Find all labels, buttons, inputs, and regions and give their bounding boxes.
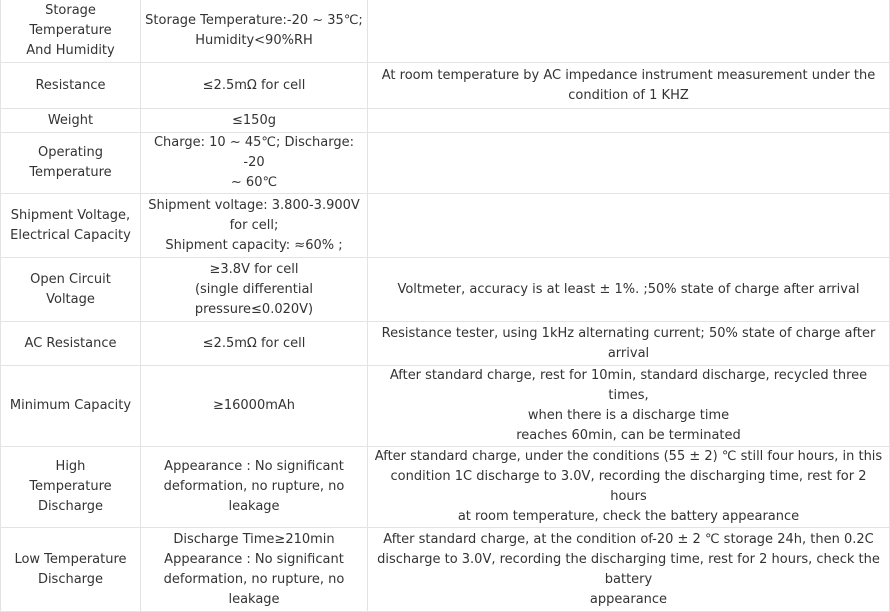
item-cell: Low Temperature Discharge xyxy=(1,528,141,612)
table-row xyxy=(1,366,890,447)
condition-cell: Resistance tester, using 1kHz alternating current; 50% state of charge after arrival xyxy=(368,322,890,366)
table-row xyxy=(1,133,890,194)
item-cell: Weight xyxy=(1,109,141,133)
table-row xyxy=(1,194,890,258)
item-cell: Open Circuit Voltage xyxy=(1,258,141,322)
item-cell: AC Resistance xyxy=(1,322,141,366)
table-row xyxy=(1,528,890,612)
condition-cell xyxy=(368,194,890,258)
item-cell: Resistance xyxy=(1,63,141,109)
spec-cell: Discharge Time≥210min Appearance : No significant deformation, no rupture, no leakage xyxy=(141,528,368,612)
condition-cell: After standard charge, under the conditions (55 ± 2) ℃ still four hours, in this condition 1C discharge to 3.0V, recording the discharging time, rest for 2 hours at room temperature, check the battery appearance xyxy=(368,447,890,528)
item-cell: Minimum Capacity xyxy=(1,366,141,447)
condition-cell xyxy=(368,109,890,133)
item-cell: Storage Temperature And Humidity xyxy=(1,0,141,63)
condition-cell: After standard charge, rest for 10min, standard discharge, recycled three times, when there is a discharge time reaches 60min, can be terminated xyxy=(368,366,890,447)
spec-cell: Charge: 10 ~ 45℃; Discharge: -20 ~ 60℃ xyxy=(141,133,368,194)
spec-cell: Appearance : No significant deformation, no rupture, no leakage xyxy=(141,447,368,528)
spec-cell: ≥3.8V for cell (single differential pressure≤0.020V) xyxy=(141,258,368,322)
condition-cell xyxy=(368,133,890,194)
table-row xyxy=(1,258,890,322)
table-row xyxy=(1,63,890,109)
table-row xyxy=(1,109,890,133)
item-cell: High Temperature Discharge xyxy=(1,447,141,528)
spec-cell: Storage Temperature:-20 ~ 35℃; Humidity<90%RH xyxy=(141,0,368,63)
condition-cell xyxy=(368,0,890,63)
item-cell: Operating Temperature xyxy=(1,133,141,194)
condition-cell: After standard charge, at the condition of-20 ± 2 ℃ storage 24h, then 0.2C discharge to 3.0V, recording the discharging time, rest for 2 hours, check the battery appearance xyxy=(368,528,890,612)
condition-cell: At room temperature by AC impedance instrument measurement under the condition of 1 KHZ xyxy=(368,63,890,109)
item-cell: Shipment Voltage, Electrical Capacity xyxy=(1,194,141,258)
table-row xyxy=(1,0,890,63)
condition-cell: Voltmeter, accuracy is at least ± 1%. ;50% state of charge after arrival xyxy=(368,258,890,322)
spec-cell: ≤2.5mΩ for cell xyxy=(141,63,368,109)
table-row xyxy=(1,447,890,528)
table-row xyxy=(1,322,890,366)
spec-cell: Shipment voltage: 3.800-3.900V for cell; Shipment capacity: ≈60% ; xyxy=(141,194,368,258)
spec-cell: ≤2.5mΩ for cell xyxy=(141,322,368,366)
spec-cell: ≤150g xyxy=(141,109,368,133)
spec-cell: ≥16000mAh xyxy=(141,366,368,447)
